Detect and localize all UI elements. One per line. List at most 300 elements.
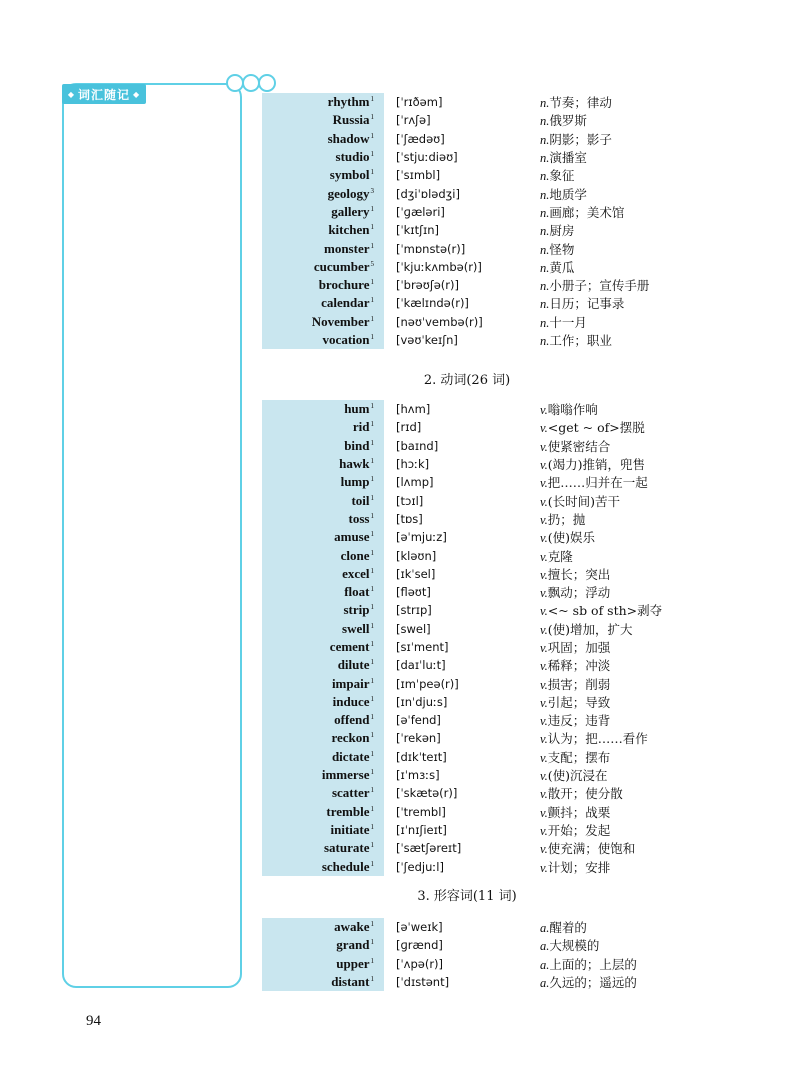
vocab-word [262,766,384,784]
phonetic: [ɪˈmɜːs] [396,768,440,783]
vocab-word-text: studio [335,149,370,165]
phonetic: [nəʊˈvembə(r)] [396,314,483,329]
vocab-word-text: kitchen [328,222,370,238]
meaning [540,656,672,674]
vocab-word [262,130,384,148]
frequency-superscript: 1 [370,493,374,502]
frequency-superscript: 1 [370,859,374,868]
part-of-speech: v. [540,787,548,802]
part-of-speech: v. [540,494,548,509]
phonetic: [ˈbrəʊʃə(r)] [396,278,459,293]
part-of-speech: v. [540,823,548,838]
meaning-text: (长时间)苦干 [547,493,621,509]
vocab-word-text: calendar [321,295,370,311]
part-of-speech: v. [540,531,548,546]
vocab-row [262,130,672,148]
part-of-speech: n. [540,297,550,312]
meaning-text: 工作；职业 [549,333,612,348]
vocab-word-text: monster [324,240,370,256]
meaning-text: 画廊；美术馆 [549,204,625,220]
meaning [540,620,672,638]
phonetic: [ˈrekən] [396,731,441,746]
vocab-word [262,221,384,239]
vocab-word-text: impair [331,675,370,691]
vocab-row [262,148,672,166]
part-of-speech: v. [540,458,548,473]
frequency-superscript: 1 [370,920,374,929]
vocab-row [262,546,672,564]
vocab-word-text: rhythm [327,94,370,110]
meaning [540,711,672,729]
vocab-row [262,111,672,129]
vocab-word [262,583,384,601]
vocab-row [262,583,672,601]
vocab-word-text: distant [331,974,370,990]
frequency-superscript: 1 [370,511,374,520]
vocab-word [262,294,384,312]
meaning [540,729,672,747]
frequency-superscript: 1 [370,713,374,722]
vocab-row [262,784,672,802]
meaning [540,111,672,129]
meaning [540,693,672,711]
vocab-row [262,491,672,509]
vocab-word-text: induce [332,693,370,709]
meaning [540,437,672,455]
vocab-word-text: Russia [332,112,370,128]
vocab-word-text: shadow [327,130,370,146]
meaning [540,418,672,436]
phonetic: [ˈtrembl] [396,804,446,819]
meaning-text: 小册子；宣传手册 [549,278,650,294]
vocab-word-text: excel [342,565,370,581]
vocab-word-text: symbol [329,167,370,183]
vocab-row [262,437,672,455]
meaning [540,313,672,331]
meaning [540,93,672,111]
phonetic: [tɒs] [396,511,423,526]
phonetic: [əˈfend] [396,713,441,728]
frequency-superscript: 1 [370,278,374,287]
frequency-superscript: 1 [370,475,374,484]
vocab-row [262,93,672,111]
meaning [540,638,672,656]
part-of-speech: v. [540,842,548,857]
phonetic: [lʌmp] [396,475,434,490]
vocab-word-text: geology [327,185,370,201]
meaning-text: 损害；削弱 [547,676,611,692]
meaning-text: (使)娱乐 [547,530,596,546]
meaning-text: 散开；使分散 [547,786,623,802]
meaning-text: 大规模的 [549,938,600,954]
phonetic: [ˈstjuːdiəʊ] [396,150,458,165]
meaning [540,955,672,973]
frequency-superscript: 1 [370,402,374,411]
phonetic: [ɪkˈsel] [396,566,436,581]
vocab-word [262,620,384,638]
meaning-text: 使紧密结合 [547,438,611,454]
part-of-speech: v. [540,732,548,747]
frequency-superscript: 1 [370,241,374,250]
vocab-word [262,491,384,509]
vocab-word [262,784,384,802]
part-of-speech: n. [540,224,550,239]
meaning-text: 节奏；律动 [549,95,612,111]
part-of-speech: a. [540,976,550,991]
vocab-word [262,857,384,875]
meaning [540,547,672,565]
frequency-superscript: 1 [370,296,374,305]
frequency-superscript: 1 [370,603,374,612]
vocab-word [262,510,384,528]
meaning [540,565,672,583]
frequency-superscript: 1 [370,822,374,831]
vocab-word-text: dictate [331,748,370,764]
vocab-row [262,565,672,583]
meaning-text: 十一月 [549,314,587,330]
phonetic: [ɪmˈpeə(r)] [396,676,459,691]
vocab-word [262,748,384,766]
vocab-word [262,203,384,221]
part-of-speech: v. [540,677,548,692]
vocab-word [262,711,384,729]
vocab-word [262,601,384,619]
vocab-word [262,258,384,276]
vocab-word-text: saturate [324,840,370,856]
meaning [540,148,672,166]
meaning-text: (竭力)推销，兜售 [547,457,646,473]
phonetic: [ˈɡæləri] [396,204,445,219]
vocab-row [262,955,672,973]
meaning-text: 上面的；上层的 [549,956,637,972]
vocab-word-text: tremble [326,803,370,819]
meaning [540,528,672,546]
vocab-row [262,601,672,619]
meaning-text: 嗡嗡作响 [547,402,598,418]
vocab-word-text: toss [348,510,370,526]
vocab-word-text: grand [336,937,370,953]
phonetic: [ˈʌpə(r)] [396,956,444,971]
vocab-row [262,294,672,312]
phonetic: [əˈmjuːz] [396,530,447,545]
vocab-row [262,748,672,766]
meaning-text: 怪物 [549,241,575,257]
part-of-speech: v. [540,403,548,418]
phonetic: [fləʊt] [396,585,431,600]
meaning [540,821,672,839]
vocab-word-text: offend [334,712,370,728]
part-of-speech: n. [540,151,550,166]
vocab-word [262,93,384,111]
phonetic: [daɪˈluːt] [396,658,446,673]
phonetic: [baɪnd] [396,438,439,453]
frequency-superscript: 1 [370,804,374,813]
vocab-word-text: scatter [331,785,370,801]
vocab-row [262,711,672,729]
vocab-word [262,918,384,936]
frequency-superscript: 1 [370,548,374,557]
part-of-speech: v. [540,439,548,454]
vocab-word [262,331,384,349]
vocab-row [262,276,672,294]
vocab-word [262,729,384,747]
meaning-text: 把……归并在一起 [547,475,648,491]
meaning-text: 醒着的 [549,920,587,936]
meaning-text: 稀释；冲淡 [547,658,611,674]
meaning-text: 演播室 [549,150,587,166]
meaning-text: 地质学 [549,186,587,202]
vocab-word-text: amuse [334,529,370,545]
frequency-superscript: 1 [370,768,374,777]
meaning [540,510,672,528]
phonetic: [ˈʃedjuːl] [396,859,444,874]
phonetic: [swel] [396,621,431,636]
vocab-word [262,565,384,583]
vocab-word-text: bind [344,437,370,453]
vocab-word [262,184,384,202]
vocab-word-text: float [344,584,370,600]
part-of-speech: a. [540,957,550,972]
verb-table [262,400,672,876]
meaning [540,258,672,276]
meaning [540,601,672,619]
frequency-superscript: 1 [370,694,374,703]
frequency-superscript: 1 [370,975,374,984]
part-of-speech: n. [540,187,550,202]
part-of-speech: n. [540,242,550,257]
ring-decoration [258,74,276,92]
phonetic: [vəʊˈkeɪʃn] [396,333,458,347]
phonetic: [ˈʃædəʊ] [396,131,445,146]
vocab-word [262,955,384,973]
part-of-speech: v. [540,750,548,765]
meaning [540,492,672,510]
frequency-superscript: 5 [370,259,374,268]
vocab-word-text: brochure [318,277,370,293]
vocab-row [262,455,672,473]
vocab-word [262,546,384,564]
meaning-text: 俄罗斯 [549,113,587,129]
phonetic: [hɔːk] [396,457,430,472]
frequency-superscript: 1 [370,841,374,850]
frequency-superscript: 1 [370,530,374,539]
meaning-text: 克隆 [547,548,573,564]
vocab-word-text: awake [334,919,370,935]
frequency-superscript: 1 [370,420,374,429]
frequency-superscript: 1 [370,438,374,447]
notes-panel [62,83,242,988]
frequency-superscript: 1 [370,223,374,232]
vocab-word-text: cucumber [313,258,370,274]
phonetic: [əˈweɪk] [396,920,443,935]
diamond-icon: ◆ [133,89,141,99]
vocab-word [262,276,384,294]
vocab-row [262,918,672,936]
meaning-text: 擅长；突出 [547,566,611,582]
meaning [540,294,672,312]
meaning-text: 颤抖；战栗 [547,804,611,820]
meaning-text: <~ sb of sth>剥夺 [547,603,663,619]
part-of-speech: v. [540,714,548,729]
vocab-row [262,973,672,991]
meaning-text: 引起；导致 [547,694,611,710]
vocab-row [262,203,672,221]
noun-table [262,93,672,349]
meaning-text: 日历；记事录 [549,296,625,312]
meaning-text: 计划；安排 [547,859,611,875]
meaning-text: 阴影；影子 [549,131,612,147]
part-of-speech: v. [540,567,548,582]
vocab-row [262,803,672,821]
part-of-speech: n. [540,132,550,147]
vocab-row [262,936,672,954]
vocab-row [262,510,672,528]
vocab-word-text: upper [336,955,370,971]
frequency-superscript: 1 [370,658,374,667]
phonetic: [ˈsætʃəreɪt] [396,841,462,856]
meaning-text: 违反；违背 [547,713,611,729]
frequency-superscript: 1 [370,749,374,758]
part-of-speech: n. [540,260,550,275]
vocab-word [262,674,384,692]
vocab-word [262,973,384,991]
frequency-superscript: 1 [370,585,374,594]
part-of-speech: v. [540,622,548,637]
frequency-superscript: 1 [370,676,374,685]
meaning-text: 飘动；浮动 [547,585,611,601]
meaning [540,766,672,784]
vocab-word-text: dilute [337,657,370,673]
vocab-word [262,528,384,546]
meaning [540,400,672,418]
vocab-row [262,258,672,276]
part-of-speech: n. [540,334,550,348]
adjective-table [262,918,672,991]
vocab-row [262,674,672,692]
vocab-word-text: hum [344,401,370,417]
phonetic: [ˈskætə(r)] [396,786,458,801]
vocab-word [262,239,384,257]
meaning-text: 久远的；遥远的 [549,975,637,991]
part-of-speech: v. [540,586,548,601]
part-of-speech: v. [540,512,548,527]
part-of-speech: n. [540,96,550,111]
meaning [540,455,672,473]
part-of-speech: v. [540,659,548,674]
frequency-superscript: 1 [370,314,374,323]
part-of-speech: n. [540,279,550,294]
vocab-word-text: rid [352,419,370,435]
phonetic: [ˈmɒnstə(r)] [396,241,466,256]
frequency-superscript: 1 [370,131,374,140]
part-of-speech: a. [540,939,550,954]
vocab-word-text: reckon [331,730,370,746]
frequency-superscript: 1 [370,95,374,104]
meaning [540,839,672,857]
part-of-speech: n. [540,169,550,184]
vocab-word-text: initiate [330,821,370,837]
vocab-word [262,638,384,656]
vocab-word [262,473,384,491]
phonetic: [kləʊn] [396,548,437,563]
meaning-text: 开始；发起 [547,822,611,838]
vocab-word [262,437,384,455]
vocab-word [262,418,384,436]
frequency-superscript: 1 [370,113,374,122]
vocab-row [262,418,672,436]
vocab-row [262,766,672,784]
phonetic: [hʌm] [396,402,431,417]
section-heading-adjectives: 3. 形容词(11 词) [417,889,517,904]
meaning [540,748,672,766]
part-of-speech: v. [540,421,548,436]
meaning-text: 使充满；使饱和 [547,841,636,857]
vocab-row [262,656,672,674]
vocab-word-text: vocation [322,332,370,347]
phonetic: [dɪkˈteɪt] [396,749,447,764]
phonetic: [ɡrænd] [396,938,443,953]
notes-tag [62,84,146,104]
meaning-text: 巩固；加强 [547,640,611,655]
part-of-speech: v. [540,769,548,784]
meaning [540,240,672,258]
vocab-row [262,839,672,857]
frequency-superscript: 1 [370,786,374,795]
frequency-superscript: 1 [370,640,374,648]
vocab-row [262,857,672,875]
vocab-word [262,455,384,473]
vocab-row [262,528,672,546]
part-of-speech: v. [540,695,548,710]
phonetic: [tɔɪl] [396,493,424,508]
vocab-word-text: cement [329,639,370,654]
phonetic: [ˈdɪstənt] [396,975,450,990]
vocab-row [262,638,672,656]
frequency-superscript: 1 [370,168,374,177]
vocab-word-text: lump [340,474,370,490]
vocab-word-text: strip [343,602,370,618]
meaning [540,331,672,349]
meaning-text: 支配；摆布 [547,749,611,765]
phonetic: [ɪˈnɪʃieɪt] [396,822,447,837]
phonetic: [strɪp] [396,603,432,618]
vocab-word-text: November [311,313,370,329]
section-heading-verbs: 2. 动词(26 词) [423,373,511,388]
vocab-row [262,729,672,747]
meaning [540,166,672,184]
vocab-word [262,148,384,166]
meaning [540,675,672,693]
phonetic: [ɪnˈdjuːs] [396,694,448,709]
meaning-text: (使)增加，扩大 [547,621,633,637]
meaning-text: 认为；把……看作 [547,731,648,747]
part-of-speech: v. [540,641,548,655]
part-of-speech: n. [540,315,550,330]
vocab-row [262,620,672,638]
meaning [540,130,672,148]
part-of-speech: n. [540,114,550,129]
meaning [540,803,672,821]
vocab-word [262,839,384,857]
frequency-superscript: 1 [370,938,374,947]
vocab-row [262,239,672,257]
part-of-speech: v. [540,604,548,619]
vocab-word-text: immerse [321,767,370,783]
meaning [540,473,672,491]
meaning-text: <get ~ of>摆脱 [547,420,645,436]
vocab-row [262,331,672,349]
frequency-superscript: 1 [370,566,374,575]
